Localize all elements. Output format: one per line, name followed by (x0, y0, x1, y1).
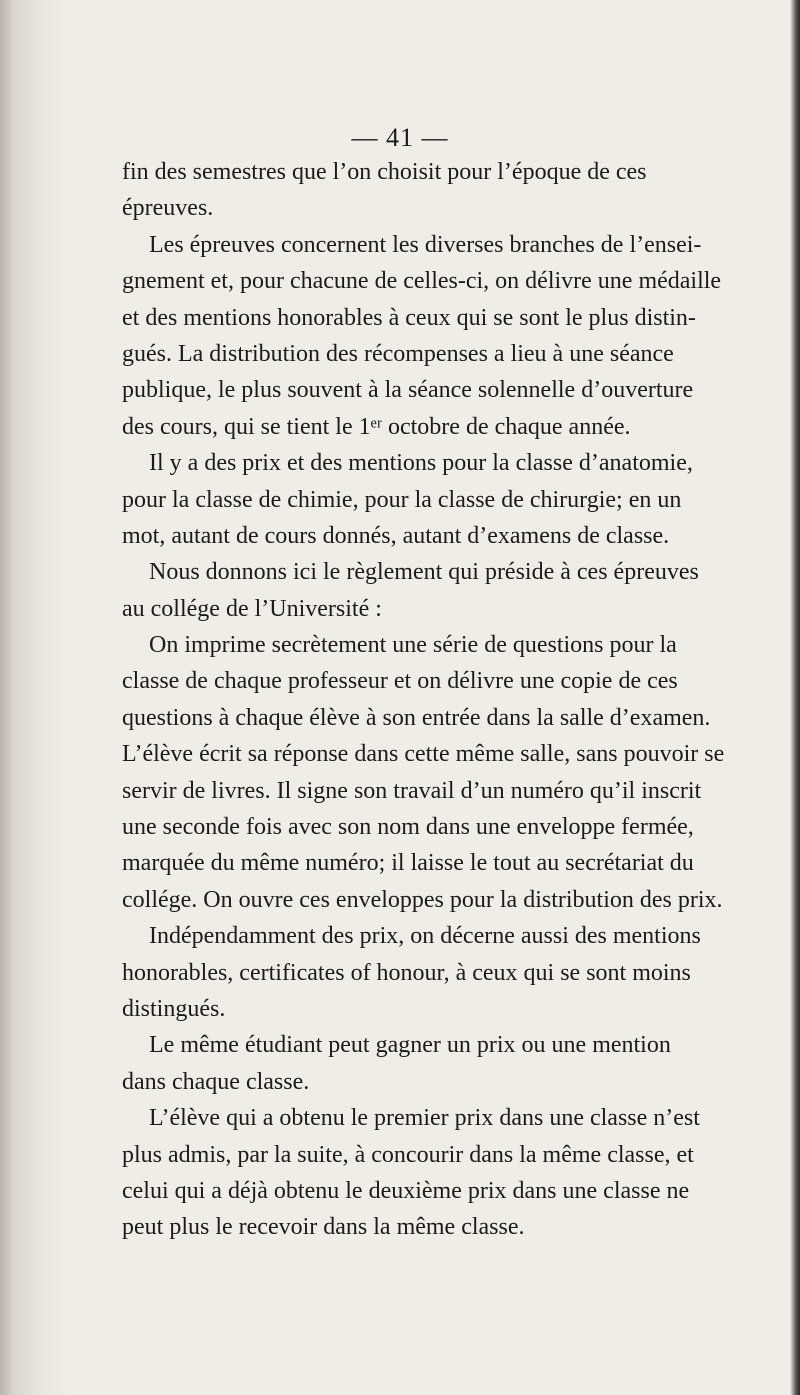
text-line-content: questions à chaque élève à son entrée dans la salle d’examen. (122, 704, 711, 731)
text-line (122, 736, 725, 772)
text-line (122, 627, 677, 663)
text-line-content: distingués. (122, 995, 226, 1022)
text-line (122, 445, 693, 481)
text-line (122, 300, 696, 336)
text-line (122, 700, 711, 736)
text-line-content: pour la classe de chimie, pour la classe de chirurgie; en un (122, 486, 682, 513)
text-line (122, 1173, 690, 1209)
text-line-content: Il y a des prix et des mentions pour la classe d’anatomie, (149, 450, 693, 477)
text-line (122, 190, 626, 226)
text-line-content: Les épreuves concernent les diverses branches de l’ensei- (149, 231, 702, 258)
text-line (122, 882, 723, 918)
page-edge-shadow-left (0, 0, 70, 1395)
page-edge-shadow-right (790, 0, 800, 1395)
text-line-content: fin des semestres que l’on choisit pour l’époque de ces (122, 159, 647, 185)
text-line-content: L’élève écrit sa réponse dans cette même salle, sans pouvoir se (122, 741, 725, 768)
text-line-content: peut plus le recevoir dans la même classe. (122, 1214, 525, 1241)
text-line-content: Indépendamment des prix, on décerne aussi des mentions (149, 923, 701, 950)
text-line (122, 263, 722, 299)
text-line (122, 591, 626, 627)
text-line (122, 955, 691, 991)
text-line-content: On imprime secrètement une série de questions pour la (149, 632, 677, 659)
text-line (122, 845, 694, 881)
text-line-content: collége. On ouvre ces enveloppes pour la distribution des prix. (122, 886, 723, 913)
text-line (122, 336, 674, 372)
text-line (122, 554, 699, 590)
text-line (122, 1209, 626, 1245)
text-line-content: une seconde fois avec son nom dans une enveloppe fermée, (122, 814, 694, 841)
text-line (122, 991, 626, 1027)
text-line-content: des cours, qui se tient le 1ᵉʳ octobre de chaque année. (122, 413, 631, 440)
text-line (122, 773, 702, 809)
text-line-content: classe de chaque professeur et on délivre une copie de ces (122, 668, 678, 695)
text-line-content: épreuves. (122, 195, 214, 222)
text-line (122, 663, 678, 699)
text-line-content: plus admis, par la suite, à concourir dans la même classe, et (122, 1141, 694, 1168)
body-text (122, 154, 725, 1246)
text-line (122, 227, 702, 263)
text-line-content: marquée du même numéro; il laisse le tout au secrétariat du (122, 850, 694, 877)
page-number: — 41 — (351, 123, 449, 152)
text-line (122, 1100, 700, 1136)
text-line-content: gnement et, pour chacune de celles-ci, on délivre une médaille (122, 268, 722, 295)
text-line (122, 1027, 671, 1063)
text-line-content: mot, autant de cours donnés, autant d’examens de classe. (122, 522, 670, 549)
text-line-content: L’élève qui a obtenu le premier prix dans une classe n’est (149, 1105, 700, 1132)
text-line-content: celui qui a déjà obtenu le deuxième prix dans une classe ne (122, 1177, 690, 1204)
text-line (122, 409, 631, 445)
text-line-content: servir de livres. Il signe son travail d’un numéro qu’il inscrit (122, 777, 702, 804)
text-line-content: gués. La distribution des récompenses a lieu à une séance (122, 340, 674, 367)
text-line (122, 1064, 626, 1100)
text-line-content: honorables, certificates of honour, à ceux qui se sont moins (122, 959, 691, 986)
text-line (122, 918, 701, 954)
text-line-content: Le même étudiant peut gagner un prix ou une mention (149, 1032, 671, 1059)
text-line (122, 1137, 694, 1173)
text-line (122, 372, 694, 408)
text-line-content: et des mentions honorables à ceux qui se sont le plus distin- (122, 304, 696, 331)
text-line (122, 518, 670, 554)
text-line-content: au collége de l’Université : (122, 595, 382, 622)
text-line-content: publique, le plus souvent à la séance solennelle d’ouverture (122, 377, 694, 404)
text-line (122, 482, 682, 518)
text-line (122, 154, 647, 190)
text-line-content: dans chaque classe. (122, 1068, 310, 1095)
text-line-content: Nous donnons ici le règlement qui préside à ces épreuves (149, 559, 699, 586)
text-line (122, 809, 694, 845)
